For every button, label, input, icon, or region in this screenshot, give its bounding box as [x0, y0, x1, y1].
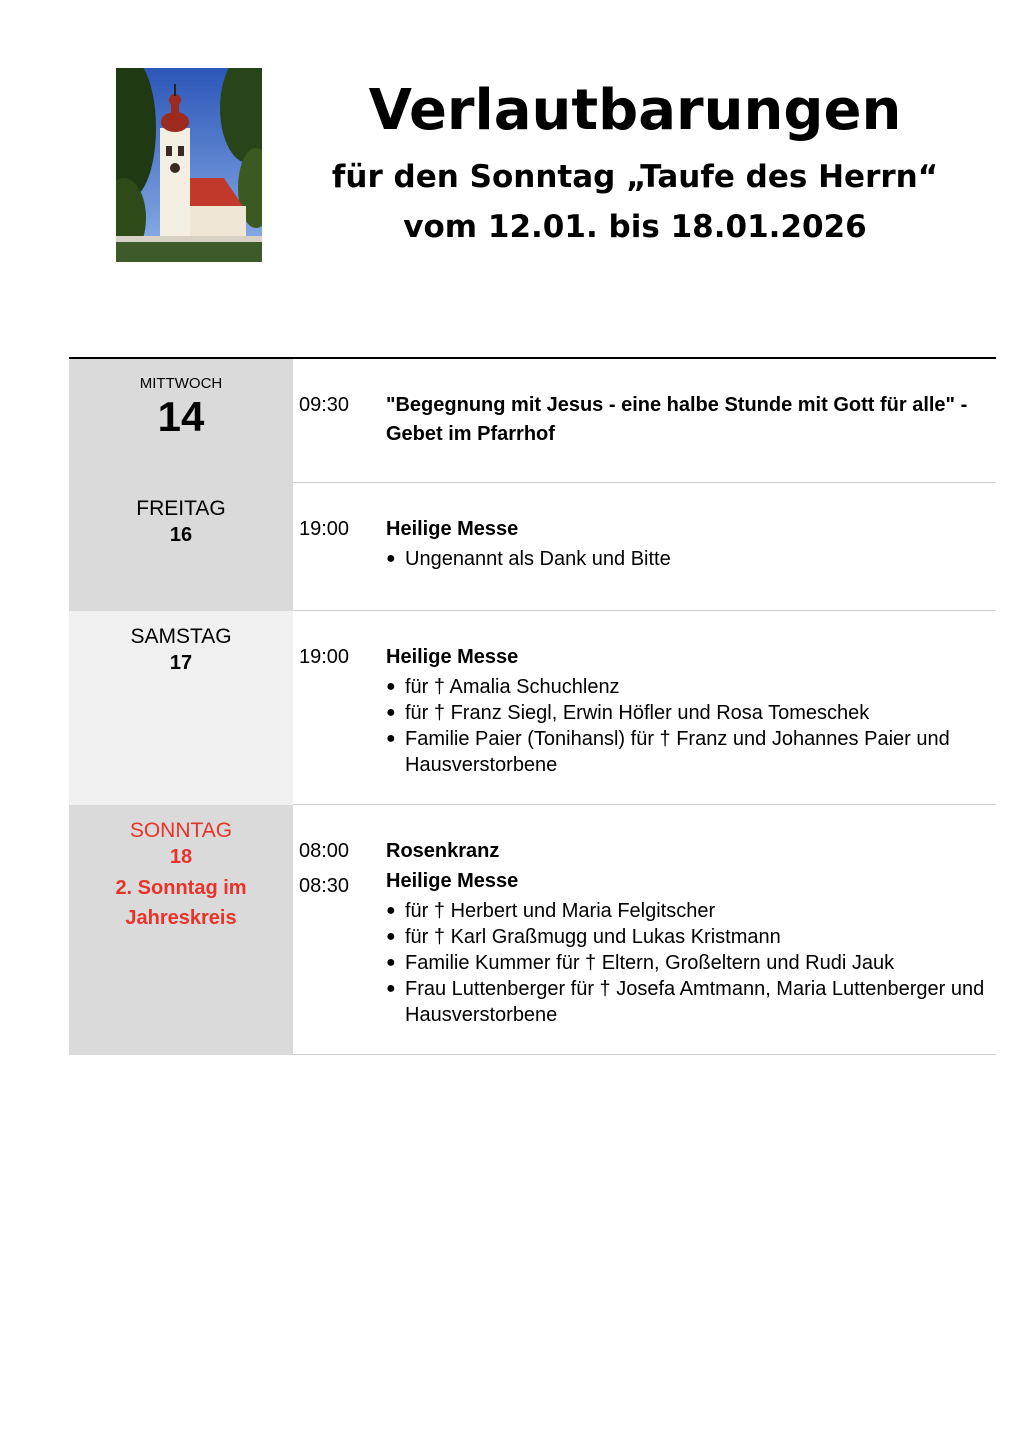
day-name: SONNTAG [129, 819, 233, 842]
day-name: FREITAG [136, 497, 226, 520]
event-time: 19:00 [299, 646, 350, 668]
day-number: 16 [169, 524, 193, 546]
day-number: 17 [169, 652, 193, 674]
event-time: 08:00 [299, 840, 350, 862]
intention-item: ● für † Amalia Schuchlenz [386, 674, 986, 700]
events-cell [293, 359, 996, 483]
church-photo [116, 68, 262, 262]
intention-item: ● Frau Luttenberger für † Josefa Amtmann, Maria Luttenberger und Hausverstorbene [386, 976, 986, 1028]
day-cell [69, 805, 293, 1055]
schedule-row-sunday [69, 805, 996, 1055]
event-title: Heilige Messe [386, 518, 519, 540]
event-title: Rosenkranz [386, 840, 500, 862]
page-title: Verlautbarungen [368, 78, 902, 143]
page-subtitle: für den Sonntag „Taufe des Herrn“ [331, 159, 939, 195]
events-cell [293, 611, 996, 805]
intentions-list [386, 546, 986, 572]
event-time: 19:00 [299, 518, 350, 540]
schedule-row-friday [69, 483, 996, 611]
intention-item: ● für † Franz Siegl, Erwin Höfler und Rosa Tomeschek [386, 700, 986, 726]
event-title: Heilige Messe [386, 646, 519, 668]
schedule-row-wednesday [69, 359, 996, 483]
schedule-row-saturday [69, 611, 996, 805]
date-range: vom 12.01. bis 18.01.2026 [403, 209, 867, 245]
event-title: "Begegnung mit Jesus - eine halbe Stunde mit Gott für alle" - Gebet im Pfarrhof [386, 394, 968, 445]
day-name: MITTWOCH [139, 375, 223, 392]
events-cell [293, 483, 996, 611]
intention-item: ● für † Herbert und Maria Felgitscher [386, 898, 986, 924]
day-cell [69, 359, 293, 483]
event-time: 08:30 [299, 875, 350, 897]
intentions-list [386, 674, 986, 778]
intention-item: ● Familie Kummer für † Eltern, Großeltern und Rudi Jauk [386, 950, 986, 976]
day-number: 18 [169, 846, 193, 868]
day-number: 14 [157, 393, 205, 440]
intention-item: ● Ungenannt als Dank und Bitte [386, 546, 986, 572]
intention-item: ● Familie Paier (Tonihansl) für † Franz und Johannes Paier und Hausverstorbene [386, 726, 986, 778]
day-cell [69, 483, 293, 611]
intentions-list [386, 898, 986, 1028]
event-time: 09:30 [299, 394, 350, 416]
day-name: SAMSTAG [130, 625, 232, 648]
intention-item: ● für † Karl Graßmugg und Lukas Kristmann [386, 924, 986, 950]
day-cell [69, 611, 293, 805]
event-title: Heilige Messe [386, 870, 519, 892]
events-cell [293, 805, 996, 1055]
liturgical-day: 2. Sonntag im Jahreskreis [115, 877, 247, 929]
